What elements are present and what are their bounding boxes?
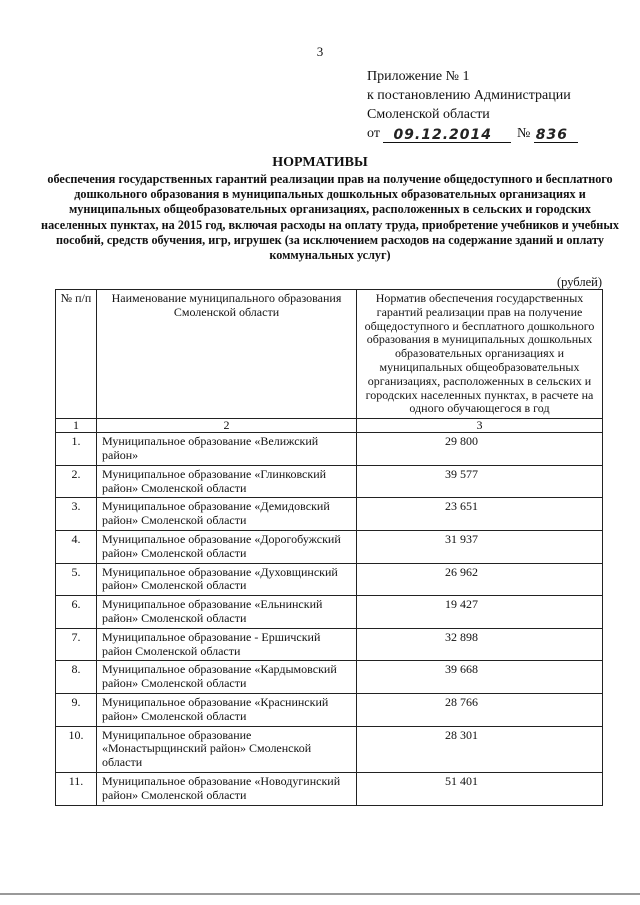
date-field	[383, 126, 511, 143]
appendix-region: Смоленской области	[367, 107, 490, 122]
table-row	[56, 465, 603, 498]
number-value: 836	[535, 127, 569, 143]
row-value: 32 898	[357, 628, 603, 661]
norms-table	[55, 289, 603, 806]
table-row	[56, 498, 603, 531]
date-prefix: от	[367, 126, 380, 141]
document-subtitle: обеспечения государственных гарантий реализации прав на получение общедоступного и бесплатного дошкольного образования в муниципальных дошкольных образовательных организациях и муниципальных общеобразовательных организациях, расположенных в сельских и городских населенных пунктах, на 2015 год, включая расходы на оплату труда, приобретение учебников и учебных пособий, средств обучения, игр, игрушек (за исключением расходов на содержание зданий и оплату коммунальных услуг)	[41, 172, 619, 263]
row-municipality: Муниципальное образование «Глинковский район» Смоленской области	[97, 465, 357, 498]
row-value: 19 427	[357, 596, 603, 629]
row-number: 2.	[56, 465, 97, 498]
row-value: 23 651	[357, 498, 603, 531]
row-value: 28 766	[357, 693, 603, 726]
row-number: 4.	[56, 530, 97, 563]
row-municipality: Муниципальное образование «Монастырщинский район» Смоленской области	[97, 726, 357, 772]
table-row	[56, 772, 603, 805]
row-value: 39 668	[357, 661, 603, 694]
row-value: 29 800	[357, 433, 603, 466]
row-number: 7.	[56, 628, 97, 661]
row-value: 39 577	[357, 465, 603, 498]
row-municipality: Муниципальное образование «Новодугинский район» Смоленской области	[97, 772, 357, 805]
row-municipality: Муниципальное образование «Духовщинский район» Смоленской области	[97, 563, 357, 596]
table-row	[56, 530, 603, 563]
row-value: 26 962	[357, 563, 603, 596]
date-value: 09.12.2014	[393, 127, 493, 143]
appendix-title: Приложение № 1	[367, 69, 470, 84]
header-number: № п/п	[56, 290, 97, 419]
row-municipality: Муниципальное образование «Краснинский район» Смоленской области	[97, 693, 357, 726]
page-bottom-edge	[0, 893, 640, 895]
row-number: 6.	[56, 596, 97, 629]
row-number: 11.	[56, 772, 97, 805]
number-field	[534, 126, 578, 143]
column-number-2: 2	[97, 419, 357, 433]
row-number: 10.	[56, 726, 97, 772]
row-municipality: Муниципальное образование «Велижский район»	[97, 433, 357, 466]
column-number-row	[56, 419, 603, 433]
row-municipality: Муниципальное образование «Ельнинский район» Смоленской области	[97, 596, 357, 629]
row-value: 28 301	[357, 726, 603, 772]
row-municipality: Муниципальное образование «Дорогобужский район» Смоленской области	[97, 530, 357, 563]
header-norm: Норматив обеспечения государственных гарантий реализации прав на получение общедоступного и бесплатного дошкольного образования в муниципальных дошкольных образовательных организациях и муниципальных общеобразовательных организациях, расположенных в сельских и городских населенных пунктах, в расчете на одного обучающегося в год	[357, 290, 603, 419]
document-title: НОРМАТИВЫ	[272, 155, 368, 170]
table-row	[56, 726, 603, 772]
row-number: 3.	[56, 498, 97, 531]
row-number: 1.	[56, 433, 97, 466]
table-row	[56, 563, 603, 596]
table-header-row	[56, 290, 603, 419]
appendix-date-row	[367, 124, 578, 144]
column-number-3: 3	[357, 419, 603, 433]
row-municipality: Муниципальное образование «Кардымовский район» Смоленской области	[97, 661, 357, 694]
header-municipality: Наименование муниципального образования Смоленской области	[97, 290, 357, 419]
row-number: 5.	[56, 563, 97, 596]
table-row	[56, 433, 603, 466]
row-municipality: Муниципальное образование - Ершичский район Смоленской области	[97, 628, 357, 661]
row-value: 51 401	[357, 772, 603, 805]
row-number: 9.	[56, 693, 97, 726]
table-row	[56, 661, 603, 694]
page-number: 3	[316, 44, 324, 59]
table-row	[56, 628, 603, 661]
column-number-1: 1	[56, 419, 97, 433]
appendix-block	[367, 67, 578, 144]
number-prefix: №	[516, 126, 531, 141]
units-label: (рублей)	[556, 275, 602, 289]
row-municipality: Муниципальное образование «Демидовский район» Смоленской области	[97, 498, 357, 531]
row-number: 8.	[56, 661, 97, 694]
table-row	[56, 693, 603, 726]
table-row	[56, 596, 603, 629]
row-value: 31 937	[357, 530, 603, 563]
appendix-reference: к постановлению Администрации	[367, 88, 571, 103]
